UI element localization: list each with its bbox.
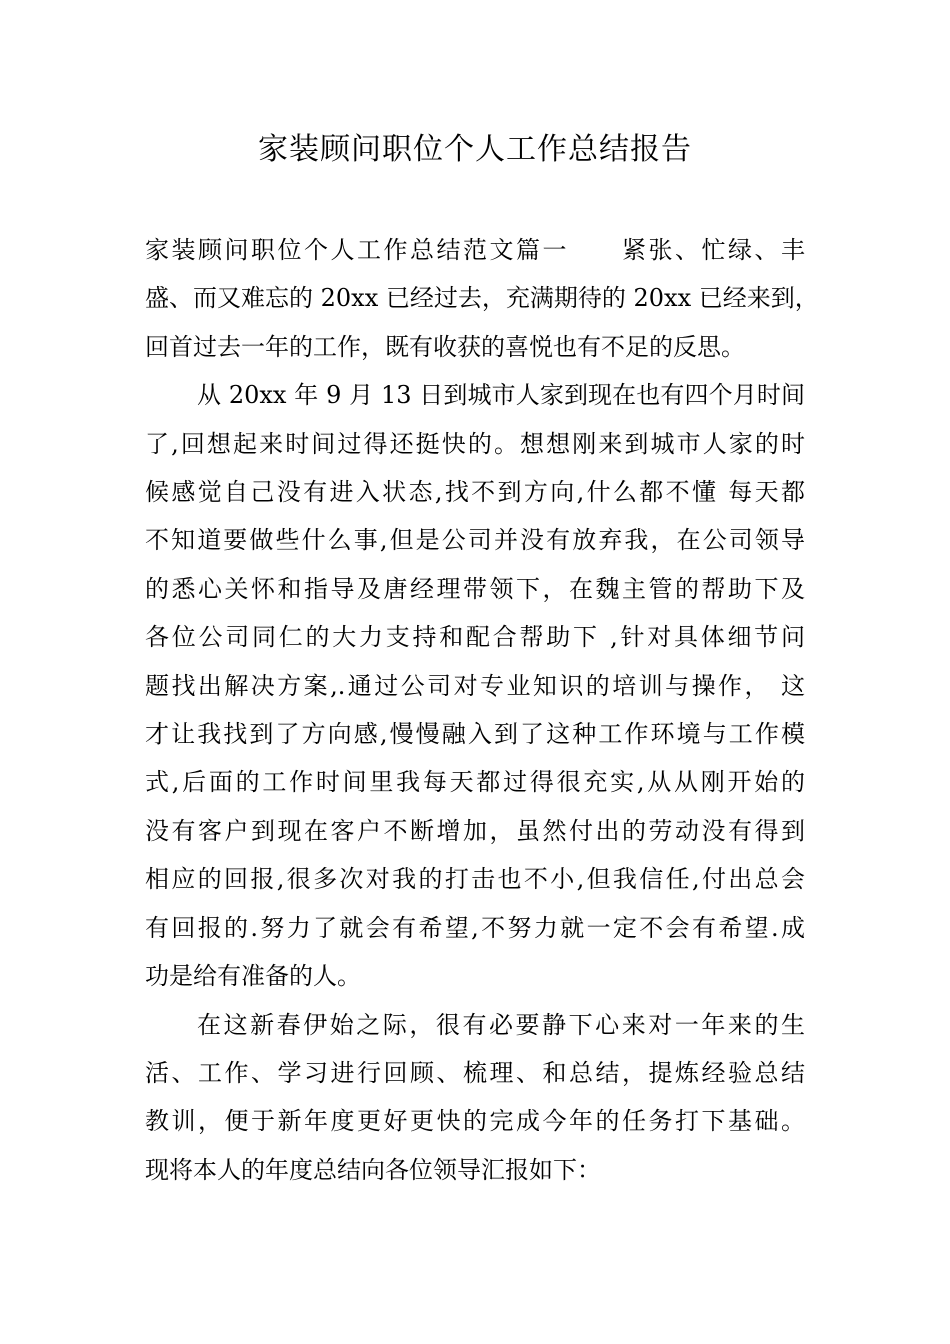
text-line: 的悉心关怀和指导及唐经理带领下，在魏主管的帮助下及	[145, 574, 805, 603]
text-line: 盛、而又难忘的 20xx 已经过去，充满期待的 20xx 已经来到，	[145, 284, 819, 313]
paragraph-summary-intro	[145, 1001, 805, 1195]
text-line: 家装顾问职位个人工作总结范文篇一 紧张、忙绿、丰	[145, 236, 805, 264]
text-line: 没有客户到现在客户不断增加，虽然付出的劳动没有得到	[145, 816, 805, 845]
paragraph-intro	[145, 226, 819, 371]
text-line: 教训，便于新年度更好更快的完成今年的任务打下基础。	[145, 1107, 805, 1136]
document-body	[145, 226, 819, 1194]
text-line: 各位公司同仁的大力支持和配合帮助下 ,针对具体细节问	[145, 623, 805, 652]
text-line: 才让我找到了方向感,慢慢融入到了这种工作环境与工作模	[145, 720, 805, 749]
text-line: 式,后面的工作时间里我每天都过得很充实,从从刚开始的	[145, 768, 805, 797]
paragraph-experience	[145, 371, 805, 1000]
text-line: 相应的回报,很多次对我的打击也不小,但我信任,付出总会	[145, 865, 805, 894]
text-line: 了,回想起来时间过得还挺快的。想想刚来到城市人家的时	[145, 429, 805, 458]
text-line: 不知道要做些什么事,但是公司并没有放弃我，在公司领导	[145, 526, 805, 555]
text-line: 从 20xx 年 9 月 13 日到城市人家到现在也有四个月时间	[197, 381, 805, 410]
text-line: 在这新春伊始之际，很有必要静下心来对一年来的生	[197, 1010, 805, 1039]
text-line: 活、工作、学习进行回顾、梳理、和总结，提炼经验总结	[145, 1058, 805, 1087]
text-line: 回首过去一年的工作，既有收获的喜悦也有不足的反思。	[145, 332, 745, 361]
document-title: 家装顾问职位个人工作总结报告	[258, 132, 692, 167]
text-line: 功是给有准备的人。	[145, 962, 361, 991]
text-line: 候感觉自己没有进入状态,找不到方向,什么都不懂 每天都	[145, 478, 805, 507]
text-line: 现将本人的年度总结向各位领导汇报如下：	[145, 1155, 601, 1184]
text-line: 有回报的.努力了就会有希望,不努力就一定不会有希望.成	[145, 913, 805, 942]
text-line: 题找出解决方案,.通过公司对专业知识的培训与操作， 这	[145, 671, 805, 700]
